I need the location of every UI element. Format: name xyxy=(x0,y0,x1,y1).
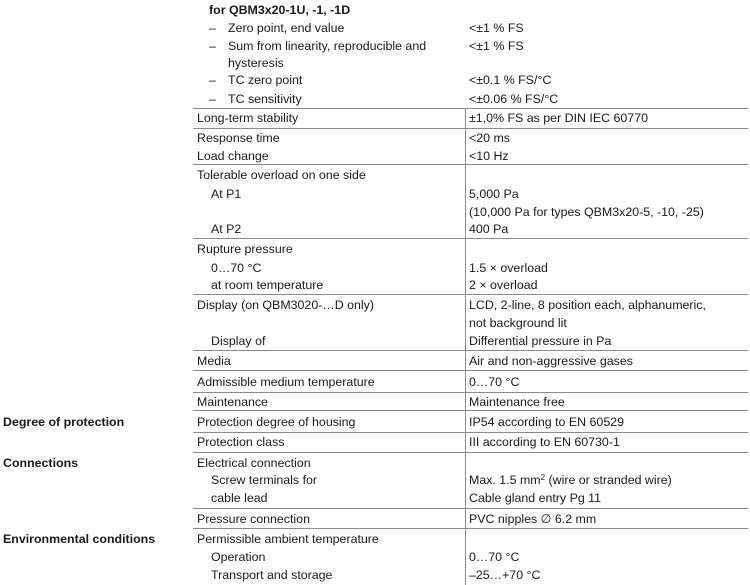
screw-value: Max. 1.5 $mm^2$ (wire or stranded wire) xyxy=(469,473,672,487)
load-change-label: Load change xyxy=(197,149,269,163)
row-divider xyxy=(193,108,748,109)
transport-label: Transport and storage xyxy=(211,568,333,582)
column-divider xyxy=(465,370,466,392)
ambient-label: Permissible ambient temperature xyxy=(197,532,379,546)
display-of-label: Display of xyxy=(211,334,266,348)
overload-label: Tolerable overload on one side xyxy=(197,168,366,182)
accuracy-value: <±1 % FS xyxy=(469,21,524,35)
maintenance-value: Maintenance free xyxy=(469,395,565,409)
pressure-connection-label: Pressure connection xyxy=(197,512,310,526)
row-divider xyxy=(193,128,748,129)
accuracy-value: <±1 % FS xyxy=(469,39,524,53)
row-divider xyxy=(193,294,748,295)
display-value-cont: not background lit xyxy=(469,316,567,330)
accuracy-label: Zero point, end value xyxy=(228,21,345,35)
column-divider xyxy=(465,452,466,508)
accuracy-value: <±0.1 % FS/°C xyxy=(469,73,552,87)
housing-label: Protection degree of housing xyxy=(197,415,356,429)
list-dash: – xyxy=(209,21,216,35)
section-title-protection: Degree of protection xyxy=(3,415,125,429)
row-divider xyxy=(193,432,748,433)
overload-p1-label: At P1 xyxy=(211,187,242,201)
display-of-value: Differential pressure in Pa xyxy=(469,334,612,348)
section-title-environment: Environmental conditions xyxy=(3,532,156,546)
accuracy-label: TC sensitivity xyxy=(228,92,302,106)
column-divider xyxy=(465,350,466,370)
overload-p1-note: (10,000 Pa for types QBM3x20-5, -10, -25) xyxy=(469,205,704,219)
row-divider xyxy=(193,164,748,165)
long-term-label: Long-term stability xyxy=(197,111,299,125)
column-divider xyxy=(465,528,466,585)
column-divider xyxy=(465,410,466,432)
protection-class-label: Protection class xyxy=(197,435,285,449)
accuracy-label: TC zero point xyxy=(228,73,303,87)
display-value: LCD, 2-line, 8 position each, alphanumeric, xyxy=(469,298,706,312)
electrical-label: Electrical connection xyxy=(197,456,311,470)
column-divider xyxy=(465,294,466,350)
overload-p1-value: 5,000 Pa xyxy=(469,187,519,201)
operation-label: Operation xyxy=(211,550,266,564)
column-divider xyxy=(465,238,466,294)
column-divider xyxy=(465,392,466,410)
row-divider xyxy=(193,238,748,239)
cable-value: Cable gland entry Pg 11 xyxy=(469,491,602,505)
housing-value: IP54 according to EN 60529 xyxy=(469,415,624,429)
medium-temp-value: 0…70 °C xyxy=(469,375,520,389)
medium-temp-label: Admissible medium temperature xyxy=(197,375,375,389)
row-divider xyxy=(193,410,748,411)
media-value: Air and non-aggressive gases xyxy=(469,354,633,368)
row-divider xyxy=(193,508,748,509)
column-divider xyxy=(465,508,466,528)
media-label: Media xyxy=(197,354,231,368)
accuracy-value: <±0.06 % FS/°C xyxy=(469,92,559,106)
display-label: Display (on QBM3020-…D only) xyxy=(197,298,374,312)
row-divider xyxy=(193,370,748,371)
pressure-connection-value: PVC nipples ∅ 6.2 mm xyxy=(469,512,597,526)
load-change-value: <10 Hz xyxy=(469,149,509,163)
column-divider xyxy=(465,108,466,128)
rupture-temp-value: 1.5 × overload xyxy=(469,261,548,275)
list-dash: – xyxy=(209,92,216,106)
row-divider xyxy=(193,452,748,453)
row-divider xyxy=(193,392,748,393)
column-divider xyxy=(465,432,466,452)
rupture-room-label: at room temperature xyxy=(211,278,324,292)
row-divider xyxy=(193,528,748,529)
overload-p2-value: 400 Pa xyxy=(469,222,509,236)
column-divider xyxy=(465,164,466,238)
accuracy-label: Sum from linearity, reproducible and xyxy=(228,39,427,53)
rupture-room-value: 2 × overload xyxy=(469,278,538,292)
column-divider xyxy=(465,128,466,164)
operation-value: 0…70 °C xyxy=(469,550,520,564)
screw-label: Screw terminals for xyxy=(211,473,318,487)
rupture-label: Rupture pressure xyxy=(197,242,293,256)
protection-class-value: III according to EN 60730-1 xyxy=(469,435,620,449)
list-dash: – xyxy=(209,73,216,87)
list-dash: – xyxy=(209,39,216,53)
section-title-connections: Connections xyxy=(3,456,79,470)
row-divider xyxy=(193,350,748,351)
rupture-temp-label: 0…70 °C xyxy=(211,261,262,275)
maintenance-label: Maintenance xyxy=(197,395,268,409)
subheader: for QBM3x20-1U, -1, -1D xyxy=(209,3,351,17)
long-term-value: ±1,0% FS as per DIN IEC 60770 xyxy=(469,111,648,125)
overload-p2-label: At P2 xyxy=(211,222,242,236)
accuracy-label-cont: hysteresis xyxy=(228,56,284,70)
response-value: <20 ms xyxy=(469,131,510,145)
response-label: Response time xyxy=(197,131,280,145)
cable-label: cable lead xyxy=(211,491,268,505)
transport-value: –25…+70 °C xyxy=(469,568,541,582)
